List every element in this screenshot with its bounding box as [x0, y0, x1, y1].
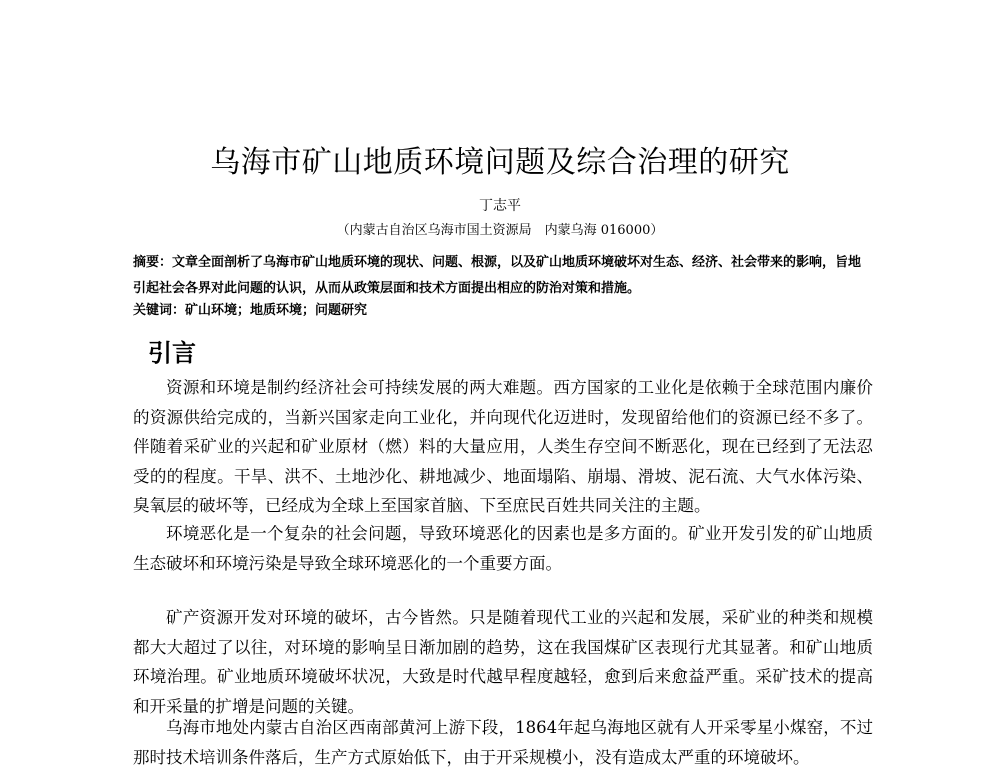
author-affiliation: （内蒙古自治区乌海市国土资源局 内蒙乌海 016000） — [336, 223, 664, 238]
abstract-text: 文章全面剖析了乌海市矿山地质环境的现状、问题、根源，以及矿山地质环境破坏对生态、经济、社会带来的影响，旨地引起社会各界对此问题的认识，从而从政策层面和技术方面提出相应的防治对策和措施。 — [133, 255, 862, 296]
keywords — [133, 300, 873, 322]
body-paragraph: 环境恶化是一个复杂的社会问题，导致环境恶化的因素也是多方面的。矿业开发引发的矿山地质生态破坏和环境污染是导致全球环境恶化的一个重要方面。 — [133, 524, 873, 573]
body-paragraph: 乌海市地处内蒙古自治区西南部黄河上游下段，1864年起乌海地区就有人开采零星小煤窑，不过那时技术培训条件落后，生产方式原始低下，由于开采规模小，没有造成太严重的环境破坏。 — [133, 718, 873, 767]
author-name: 丁志平 — [479, 198, 521, 214]
abstract — [133, 250, 873, 302]
keywords-text: 矿山环境；地质环境；问题研究 — [185, 303, 368, 318]
paper-title: 乌海市矿山地质环境问题及综合治理的研究 — [210, 145, 790, 180]
keywords-label: 关键词： — [133, 303, 186, 318]
body-paragraph: 矿产资源开发对环境的破坏，古今皆然。只是随着现代工业的兴起和发展，采矿业的种类和规模都大大超过了以往，对环境的影响呈日渐加剧的趋势，这在我国煤矿区表现行尤其显著。和矿山地质环境治理。矿业地质环境破坏状况，大致是时代越早程度越轻，愈到后来愈益严重。采矿技术的提高和开采量的扩增是问题的关键。 — [133, 608, 873, 716]
section-heading: 引言 — [148, 338, 196, 367]
body-paragraph: 资源和环境是制约经济社会可持续发展的两大难题。西方国家的工业化是依赖于全球范围内廉价的资源供给完成的，当新兴国家走向工业化，并向现代化迈进时，发现留给他们的资源已经不多了。伴随着采矿业的兴起和矿业原材（燃）料的大量应用，人类生存空间不断恶化，现在已经到了无法忍受的的程度。干旱、洪不、土地沙化、耕地减少、地面塌陷、崩塌、滑坡、泥石流、大气水体污染、臭氧层的破坏等，已经成为全球上至国家首脑、下至庶民百姓共同关注的主题。 — [133, 378, 873, 515]
abstract-label: 摘要： — [133, 255, 173, 270]
